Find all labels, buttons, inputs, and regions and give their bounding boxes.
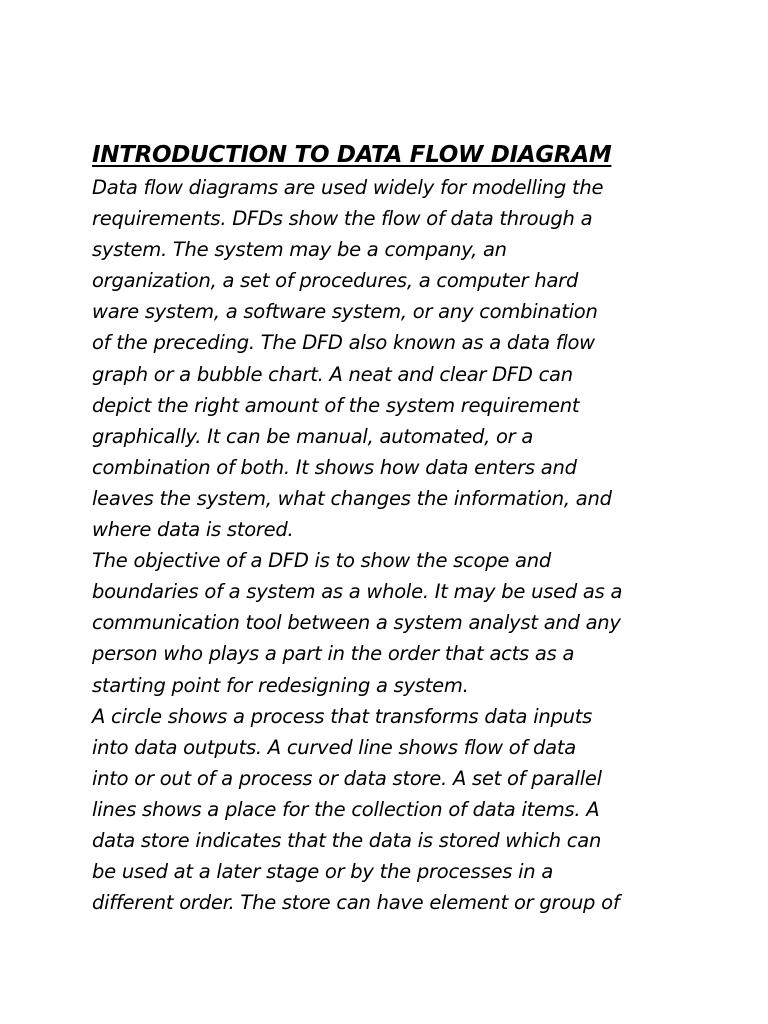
text-line: graph or a bubble chart. A neat and clear DFD can — [92, 362, 573, 386]
text-line: Data flow diagrams are used widely for modelling the — [92, 176, 604, 199]
text-line: organization, a set of procedures, a computer hard — [92, 269, 579, 293]
document-title: INTRODUCTION TO DATA FLOW DIAGRAM — [92, 142, 612, 168]
text-line: into data outputs. A curved line shows flow of data — [92, 735, 576, 759]
text-line: graphically. It can be manual, automated, or a — [92, 424, 534, 448]
text-line: different order. The store can have element or group of — [92, 891, 620, 915]
text-line: data store indicates that the data is stored which can — [92, 828, 602, 852]
text-line: into or out of a process or data store. A set of parallel — [92, 766, 602, 790]
text-line: communication tool between a system analyst and any — [92, 611, 621, 635]
document-text — [92, 172, 692, 918]
text-line: where data is stored. — [92, 518, 294, 542]
text-line: ware system, a software system, or any combination — [92, 300, 598, 324]
text-line: system. The system may be a company, an — [92, 238, 507, 262]
text-line: A circle shows a process that transforms data inputs — [92, 704, 593, 728]
text-line: combination of both. It shows how data enters and — [92, 455, 577, 479]
text-line: leaves the system, what changes the information, and — [92, 486, 612, 510]
text-line: requirements. DFDs show the flow of data through a — [92, 207, 593, 231]
text-line: boundaries of a system as a whole. It may be used as a — [92, 580, 623, 604]
text-line: The objective of a DFD is to show the scope and — [92, 549, 551, 573]
text-line: depict the right amount of the system requirement — [92, 393, 580, 417]
text-line: lines shows a place for the collection of data items. A — [92, 797, 600, 821]
document-body — [92, 138, 692, 918]
text-line: be used at a later stage or by the processes in a — [92, 860, 554, 884]
text-line: person who plays a part in the order that acts as a — [92, 642, 575, 666]
text-line: of the preceding. The DFD also known as a data flow — [92, 331, 595, 355]
text-line: starting point for redesigning a system. — [92, 673, 469, 697]
